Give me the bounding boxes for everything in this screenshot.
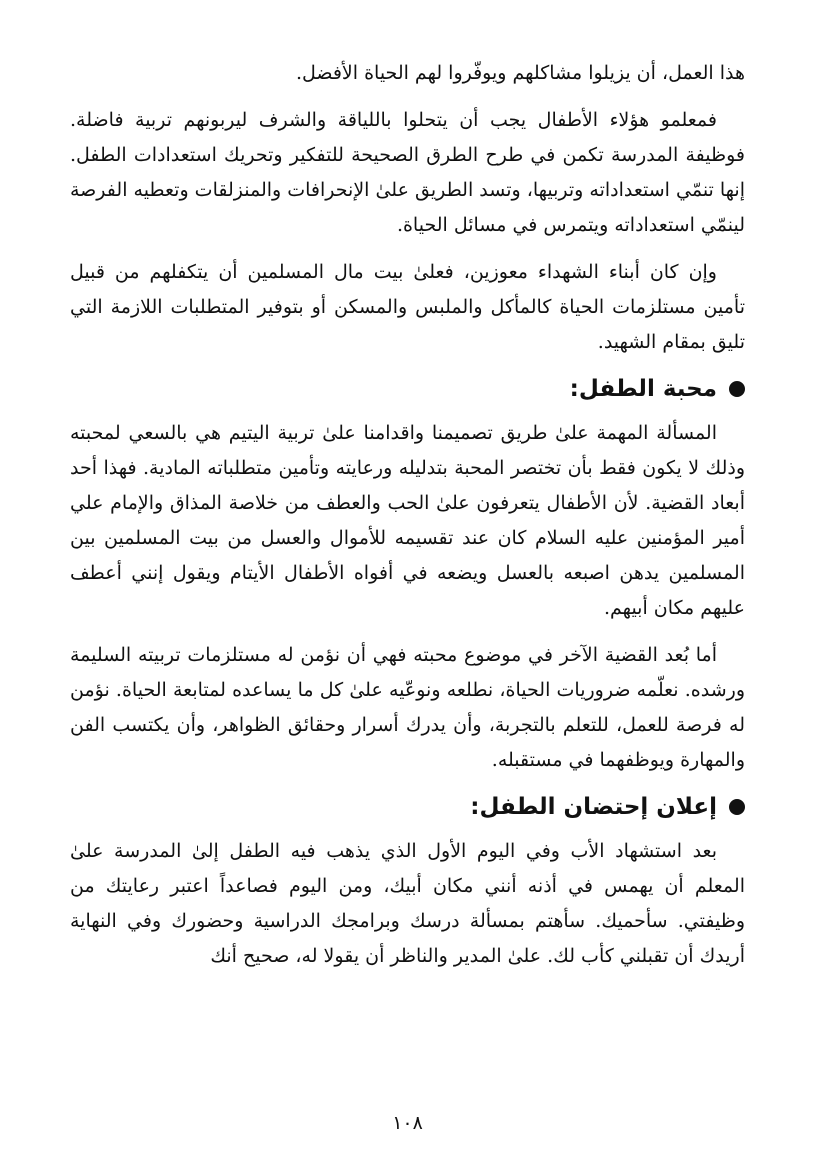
section-heading-text: إعلان إحتضان الطفل: (470, 794, 717, 820)
page-number: ١٠٨ (392, 1112, 423, 1134)
paragraph: المسألة المهمة علىٰ طريق تصميمنا واقدامنا علىٰ تربية اليتيم هي بالسعي لمحبته وذلك لا يكون فقط بأن تختصر المحبة بتدليله ورعايته وتأمين متطلباته المادية. فهذا أحد أبعاد القضية. لأن الأطفال يتعرفون علىٰ الحب والعطف من خلاصة المذاق والإمام علي أمير المؤمنين عليه السلام كان عند تقسيمه للأموال والعسل من بيت المسلمين بين المسلمين يدهن اصبعه بالعسل ويضعه في أفواه الأطفال الأيتام ويقول إنني أعطف عليهم مكان أبيهم. (70, 422, 745, 619)
section-heading (70, 372, 745, 406)
bullet-icon (729, 799, 745, 815)
paragraph: أما بُعد القضية الآخر في موضوع محبته فهي أن نؤمن له مستلزمات تربيته السليمة ورشده. نعلّمه ضروريات الحياة، نطلعه ونوعّيه علىٰ كل ما يساعده لمتابعة الحياة. نؤمن له فرصة للعمل، للتعلم بالتجربة، وأن يدرك أسرار وحقائق الظواهر، وأن يكتسب الفن والمهارة ويوظفهما في مستقبله. (70, 644, 745, 771)
paragraph: وإن كان أبناء الشهداء معوزين، فعلىٰ بيت مال المسلمين أن يتكفلهم من قبيل تأمين مستلزمات الحياة كالمأكل والملبس والمسكن أو بتوفير المتطلبات اللازمة التي تليق بمقام الشهيد. (70, 261, 745, 353)
paragraph: هذا العمل، أن يزيلوا مشاكلهم ويوفّروا لهم الحياة الأفضل. (295, 62, 745, 84)
bullet-icon (729, 381, 745, 397)
section-heading (70, 790, 745, 824)
section-heading-text: محبة الطفل: (569, 376, 717, 402)
paragraph: بعد استشهاد الأب وفي اليوم الأول الذي يذهب فيه الطفل إلىٰ المدرسة علىٰ المعلم أن يهمس في أذنه أنني مكان أبيك، ومن اليوم فصاعداً اعتبر رعايتك من وظيفتي. سأحميك. سأهتم بمسألة درسك وبرامجك الدراسية وحضورك وفي النهاية أريدك أن تقبلني كأب لك. علىٰ المدير والناظر أن يقولا له، صحيح أنك (70, 840, 745, 967)
paragraph: فمعلمو هؤلاء الأطفال يجب أن يتحلوا باللياقة والشرف ليربونهم تربية فاضلة. فوظيفة المدرسة تكمن في طرح الطرق الصحيحة للتفكير وتحريك استعدادات الطفل. إنها تنمّي استعداداته وتربيها، وتسد الطريق علىٰ الإنحرافات والمنزلقات وتعطيه الفرصة لينمّي استعداداته ويتمرس في مسائل الحياة. (69, 109, 745, 236)
document-page (70, 56, 745, 1166)
